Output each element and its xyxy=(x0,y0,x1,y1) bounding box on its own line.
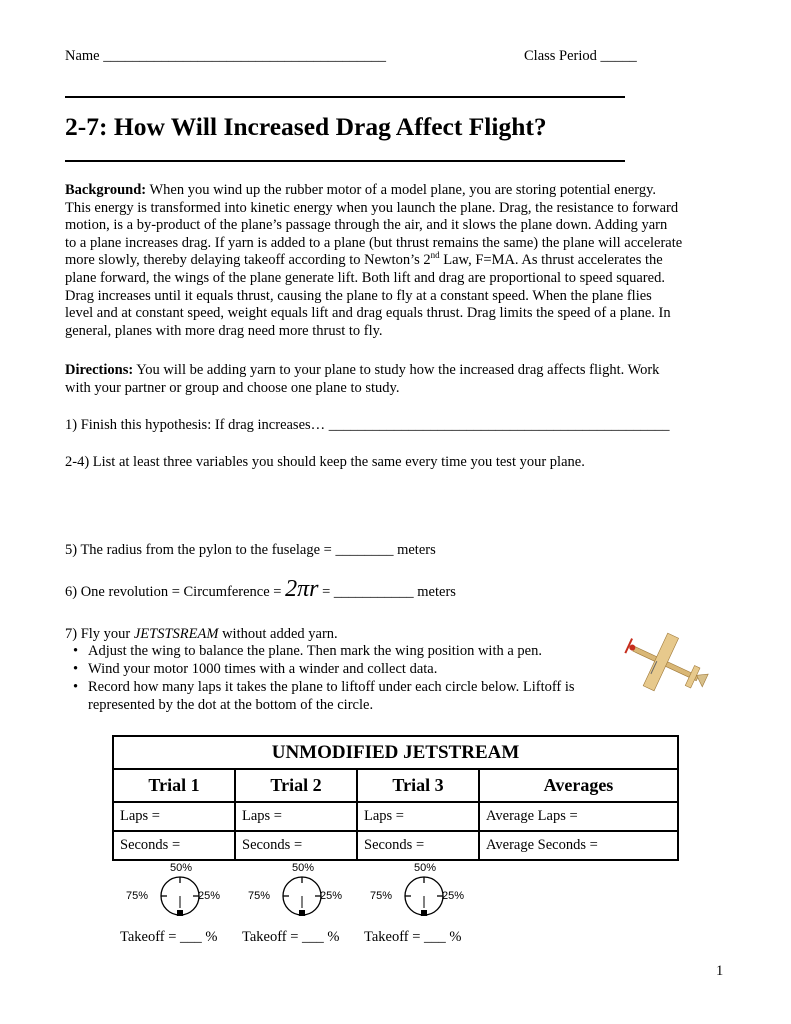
question-1: 1) Finish this hypothesis: If drag increases… _______________________________________________ xyxy=(65,417,670,433)
background-line: When you wind up the rubber motor of a model plane, you are storing potential energy. xyxy=(146,182,657,198)
background-label: Background: xyxy=(65,182,147,198)
page-title: 2-7: How Will Increased Drag Affect Flight? xyxy=(65,112,547,141)
directions-label: Directions: xyxy=(65,362,134,378)
background-line: plane forward, the wings of the plane generate lift. Both lift and drag are proportional to speed squared. xyxy=(65,269,665,286)
background-paragraph xyxy=(65,182,730,340)
table-cell[interactable]: Seconds = xyxy=(235,831,357,860)
question-5: 5) The radius from the pylon to the fuselage = ________ meters xyxy=(65,542,436,558)
model-plane-image xyxy=(618,625,713,705)
table-row xyxy=(113,831,678,860)
table-cell[interactable]: Average Laps = xyxy=(479,802,678,831)
dial-label-top: 50% xyxy=(170,862,193,874)
table-cell[interactable]: Seconds = xyxy=(357,831,479,860)
superscript: nd xyxy=(430,250,440,261)
question-7-suffix: without added yarn. xyxy=(218,626,338,642)
directions-paragraph xyxy=(65,362,730,397)
table-title: UNMODIFIED JETSTREAM xyxy=(113,736,678,769)
title-top-rule xyxy=(65,96,625,98)
question-6-suffix: = ___________ meters xyxy=(318,584,456,600)
column-header: Trial 2 xyxy=(235,769,357,802)
column-header: Averages xyxy=(479,769,678,802)
table-header-row xyxy=(113,769,678,802)
dial-label-right: 25% xyxy=(320,890,343,902)
background-line: Law, F=MA. As thrust accelerates the xyxy=(439,252,663,269)
background-line: This energy is transformed into kinetic energy when you launch the plane. Drag, the resistance to forward xyxy=(65,199,679,216)
list-item: • Adjust the wing to balance the plane. Then mark the wing position with a pen. xyxy=(88,642,618,660)
dial-circle-icon xyxy=(402,874,446,918)
background-line: general, planes with more drag need more thrust to fly. xyxy=(65,322,383,339)
title-bottom-rule xyxy=(65,160,625,162)
table-cell[interactable]: Average Seconds = xyxy=(479,831,678,860)
question-7 xyxy=(65,625,338,643)
takeoff-dial xyxy=(248,862,358,922)
column-header: Trial 1 xyxy=(113,769,235,802)
directions-line: with your partner or group and choose one plane to study. xyxy=(65,379,400,396)
dial-label-left: 75% xyxy=(370,890,393,902)
table-cell[interactable]: Seconds = xyxy=(113,831,235,860)
background-line: level and at constant speed, weight equals lift and drag equals thrust. Drag limits the speed of a plane. In xyxy=(65,305,671,322)
name-field-label: Name _______________________________________ xyxy=(65,48,386,64)
background-line: motion, is a by-product of the plane’s passage through the air, and it slows the plane down. Adding yarn xyxy=(65,217,668,234)
takeoff-dial xyxy=(370,862,480,922)
background-line: to a plane increases drag. If yarn is added to a plane (but thrust remains the same) the plane will accelerate xyxy=(65,234,683,251)
question-7-prefix: 7) Fly your xyxy=(65,626,134,642)
circumference-formula: 2πr xyxy=(285,576,319,602)
column-header: Trial 3 xyxy=(357,769,479,802)
dial-label-top: 50% xyxy=(292,862,315,874)
dial-label-left: 75% xyxy=(126,890,149,902)
data-table xyxy=(112,735,679,861)
dial-label-top: 50% xyxy=(414,862,437,874)
table-cell[interactable]: Laps = xyxy=(357,802,479,831)
question-6 xyxy=(65,573,456,602)
background-line: Drag increases until it equals thrust, causing the plane to fly at a constant speed. When the plane flies xyxy=(65,287,652,304)
dial-label-right: 25% xyxy=(198,890,221,902)
takeoff-label: Takeoff = ___ % xyxy=(364,929,462,945)
class-period-label: Class Period _____ xyxy=(524,48,637,64)
list-item: • Wind your motor 1000 times with a winder and collect data. xyxy=(88,660,618,678)
table-cell[interactable]: Laps = xyxy=(113,802,235,831)
takeoff-label: Takeoff = ___ % xyxy=(242,929,340,945)
instruction-list xyxy=(70,642,618,714)
page-number: 1 xyxy=(716,963,724,979)
takeoff-dial xyxy=(126,862,236,922)
dial-label-left: 75% xyxy=(248,890,271,902)
list-item: • Record how many laps it takes the plane to liftoff under each circle below. Liftoff is represented by the dot at the bottom of the circle. xyxy=(88,678,618,714)
question-6-prefix: 6) One revolution = Circumference = xyxy=(65,584,286,600)
table-row xyxy=(113,802,678,831)
dial-circle-icon xyxy=(158,874,202,918)
background-line: more slowly, thereby delaying takeoff according to Newton’s 2 xyxy=(65,252,431,269)
question-2-4: 2-4) List at least three variables you should keep the same every time you test your plane. xyxy=(65,454,585,470)
dial-circle-icon xyxy=(280,874,324,918)
dial-label-right: 25% xyxy=(442,890,465,902)
directions-line: You will be adding yarn to your plane to study how the increased drag affects flight. Work xyxy=(133,362,660,378)
plane-name: JETSTSREAM xyxy=(133,626,219,642)
table-cell[interactable]: Laps = xyxy=(235,802,357,831)
takeoff-label: Takeoff = ___ % xyxy=(120,929,218,945)
